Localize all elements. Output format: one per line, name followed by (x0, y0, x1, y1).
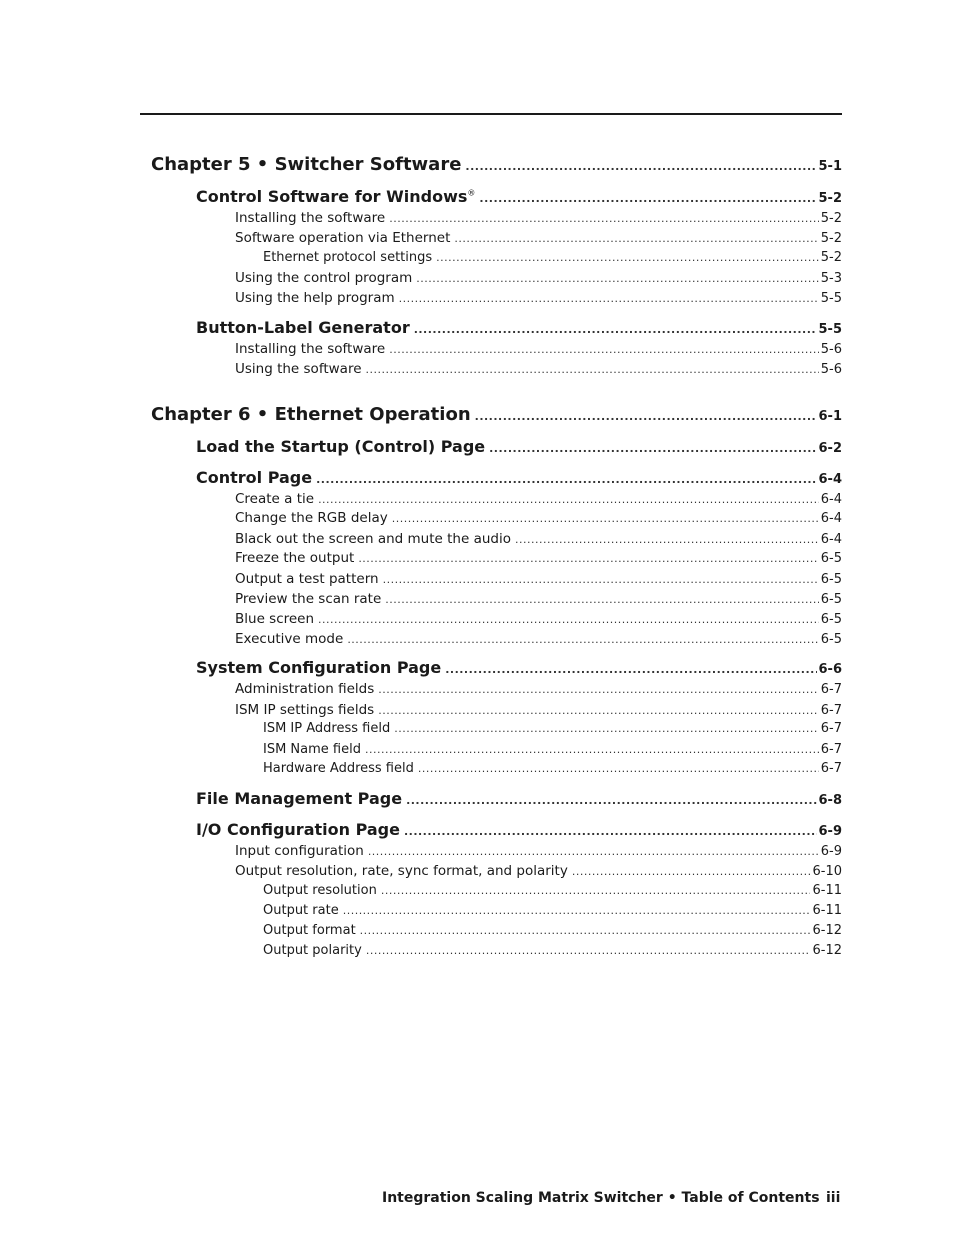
toc-section-load-startup[interactable] (196, 437, 842, 457)
toc-entry-title: Ethernet protocol settings (263, 250, 433, 265)
toc-subitem[interactable] (263, 250, 842, 266)
toc-page-number: 6-9 (820, 844, 842, 859)
toc-item[interactable] (235, 270, 842, 287)
dot-leader (347, 633, 818, 646)
toc-section-button-label-generator[interactable] (196, 318, 842, 338)
toc-item[interactable] (235, 611, 842, 628)
toc-item[interactable] (235, 591, 842, 608)
toc-entry-title: ISM Name field (263, 742, 361, 757)
toc-item[interactable] (235, 702, 842, 719)
toc-subitem[interactable] (263, 923, 842, 939)
registered-mark: ® (467, 188, 476, 198)
toc-page-number: 6-7 (820, 721, 842, 736)
toc-page-number: 6-11 (812, 903, 842, 918)
dot-leader (454, 232, 818, 245)
toc-page-number: 5-5 (820, 291, 842, 306)
header-rule (140, 113, 842, 115)
dot-leader (418, 762, 819, 775)
toc-item[interactable] (235, 550, 842, 567)
toc-page-number: 5-2 (820, 211, 842, 226)
toc-page-number: 5-2 (820, 250, 842, 265)
toc-entry-title: ISM IP settings fields (235, 702, 375, 718)
toc-entry-title: Using the control program (235, 270, 413, 286)
dot-leader (465, 160, 816, 173)
toc-subitem[interactable] (263, 903, 842, 919)
toc-page-number: 6-11 (812, 883, 842, 898)
toc-entry-title: Using the help program (235, 290, 395, 306)
toc-entry-title: Output resolution, rate, sync format, and polarity (235, 863, 568, 879)
dot-leader (404, 825, 817, 838)
dot-leader (365, 743, 819, 756)
page-footer-number: iii (826, 1190, 841, 1206)
dot-leader (383, 573, 819, 586)
dot-leader (343, 904, 811, 917)
toc-entry-title: I/O Configuration Page (196, 820, 400, 839)
toc-entry-title: Freeze the output (235, 550, 355, 566)
dot-leader (385, 593, 818, 606)
dot-leader (399, 292, 819, 305)
toc-page-number: 5-1 (818, 159, 842, 174)
toc-page-number: 6-5 (820, 551, 842, 566)
dot-leader (366, 944, 811, 957)
toc-chapter-6[interactable] (151, 404, 842, 426)
toc-item[interactable] (235, 863, 842, 880)
toc-entry-title: Control Software for Windows® (196, 187, 476, 206)
dot-leader (489, 442, 816, 455)
toc-section-control-page[interactable] (196, 468, 842, 488)
toc-entry-title: Output format (263, 923, 356, 938)
dot-leader (366, 363, 819, 376)
toc-subitem[interactable] (263, 742, 842, 758)
toc-entry-title: Output resolution (263, 883, 377, 898)
toc-page-number: 5-6 (820, 362, 842, 377)
toc-item[interactable] (235, 290, 842, 307)
dot-leader (445, 663, 816, 676)
toc-entry-title: Using the software (235, 361, 362, 377)
toc-page-number: 5-6 (820, 342, 842, 357)
toc-entry-title: ISM IP Address field (263, 721, 391, 736)
toc-item[interactable] (235, 491, 842, 508)
toc-subitem[interactable] (263, 761, 842, 777)
toc-page-number: 5-3 (820, 271, 842, 286)
toc-entry-title: Output polarity (263, 943, 362, 958)
dot-leader (475, 410, 817, 423)
toc-entry-title: Load the Startup (Control) Page (196, 437, 486, 456)
toc-item[interactable] (235, 361, 842, 378)
toc-entry-title: Input configuration (235, 843, 364, 859)
toc-page-number: 6-5 (820, 572, 842, 587)
dot-leader (389, 343, 819, 356)
toc-subitem[interactable] (263, 883, 842, 899)
page-footer-title: Integration Scaling Matrix Switcher • Table of Contents (382, 1190, 820, 1206)
dot-leader (436, 251, 819, 264)
toc-subitem[interactable] (263, 721, 842, 737)
toc-entry-title: Chapter 5 • Switcher Software (151, 154, 462, 175)
toc-entry-title: Output a test pattern (235, 571, 379, 587)
dot-leader (572, 865, 811, 878)
dot-leader (358, 552, 818, 565)
toc-item[interactable] (235, 510, 842, 527)
toc-item[interactable] (235, 571, 842, 588)
toc-page-number: 6-8 (818, 793, 842, 808)
toc-page-number: 5-5 (818, 322, 842, 337)
dot-leader (360, 924, 811, 937)
toc-entry-title: Button-Label Generator (196, 318, 410, 337)
dot-leader (368, 845, 819, 858)
dot-leader (394, 722, 819, 735)
toc-page-number: 6-7 (820, 682, 842, 697)
toc-chapter-5[interactable] (151, 154, 842, 176)
dot-leader (406, 794, 816, 807)
toc-page-number: 6-6 (818, 662, 842, 677)
toc-entry-title: Create a tie (235, 491, 315, 507)
toc-entry-title: Administration fields (235, 681, 375, 697)
toc-page-number: 6-4 (820, 532, 842, 547)
toc-item[interactable] (235, 341, 842, 358)
dot-leader (318, 613, 819, 626)
dot-leader (378, 683, 819, 696)
toc-entry-title: Blue screen (235, 611, 315, 627)
toc-item[interactable] (235, 210, 842, 227)
toc-entry-title: Installing the software (235, 210, 386, 226)
dot-leader (479, 192, 816, 205)
toc-page-number: 6-12 (812, 943, 842, 958)
toc-page-number: 6-4 (820, 492, 842, 507)
toc-section-io-configuration[interactable] (196, 820, 842, 840)
toc-page-number: 5-2 (820, 231, 842, 246)
toc-section-system-configuration[interactable] (196, 658, 842, 678)
toc-page-number: 6-10 (812, 864, 842, 879)
toc-page-number: 6-7 (820, 703, 842, 718)
toc-item[interactable] (235, 230, 842, 247)
toc-entry-title: Change the RGB delay (235, 510, 388, 526)
dot-leader (316, 473, 816, 486)
dot-leader (414, 323, 817, 336)
dot-leader (318, 493, 819, 506)
toc-item[interactable] (235, 531, 842, 548)
dot-leader (392, 512, 819, 525)
toc-entry-title: File Management Page (196, 789, 403, 808)
toc-entry-title: Executive mode (235, 631, 344, 647)
toc-subitem[interactable] (263, 943, 842, 959)
toc-page-number: 6-5 (820, 592, 842, 607)
dot-leader (381, 884, 811, 897)
toc-entry-title: Installing the software (235, 341, 386, 357)
toc-entry-title: Output rate (263, 903, 339, 918)
toc-page-number: 6-12 (812, 923, 842, 938)
toc-entry-title: Black out the screen and mute the audio (235, 531, 511, 547)
toc-entry-title: Preview the scan rate (235, 591, 382, 607)
toc-entry-title: Chapter 6 • Ethernet Operation (151, 404, 471, 425)
dot-leader (378, 704, 819, 717)
toc-page-number: 6-1 (818, 409, 842, 424)
toc-item[interactable] (235, 843, 842, 860)
toc-entry-title: Software operation via Ethernet (235, 230, 451, 246)
toc-page-number: 6-7 (820, 761, 842, 776)
toc-entry-title: Hardware Address field (263, 761, 414, 776)
dot-leader (389, 212, 819, 225)
dot-leader (416, 272, 819, 285)
toc-page-number: 6-5 (820, 612, 842, 627)
toc-section-file-management[interactable] (196, 789, 842, 809)
toc-item[interactable] (235, 681, 842, 698)
toc-page-number: 6-4 (820, 511, 842, 526)
toc-page-number: 6-4 (818, 472, 842, 487)
toc-page-number: 6-2 (818, 441, 842, 456)
toc-page-number: 6-5 (820, 632, 842, 647)
toc-page-number: 5-2 (818, 191, 842, 206)
toc-section-control-software[interactable] (196, 187, 842, 207)
toc-page-number: 6-7 (820, 742, 842, 757)
toc-item[interactable] (235, 631, 842, 648)
dot-leader (515, 533, 819, 546)
toc-entry-title: Control Page (196, 468, 313, 487)
toc-page-number: 6-9 (818, 824, 842, 839)
toc-entry-title: System Configuration Page (196, 658, 442, 677)
